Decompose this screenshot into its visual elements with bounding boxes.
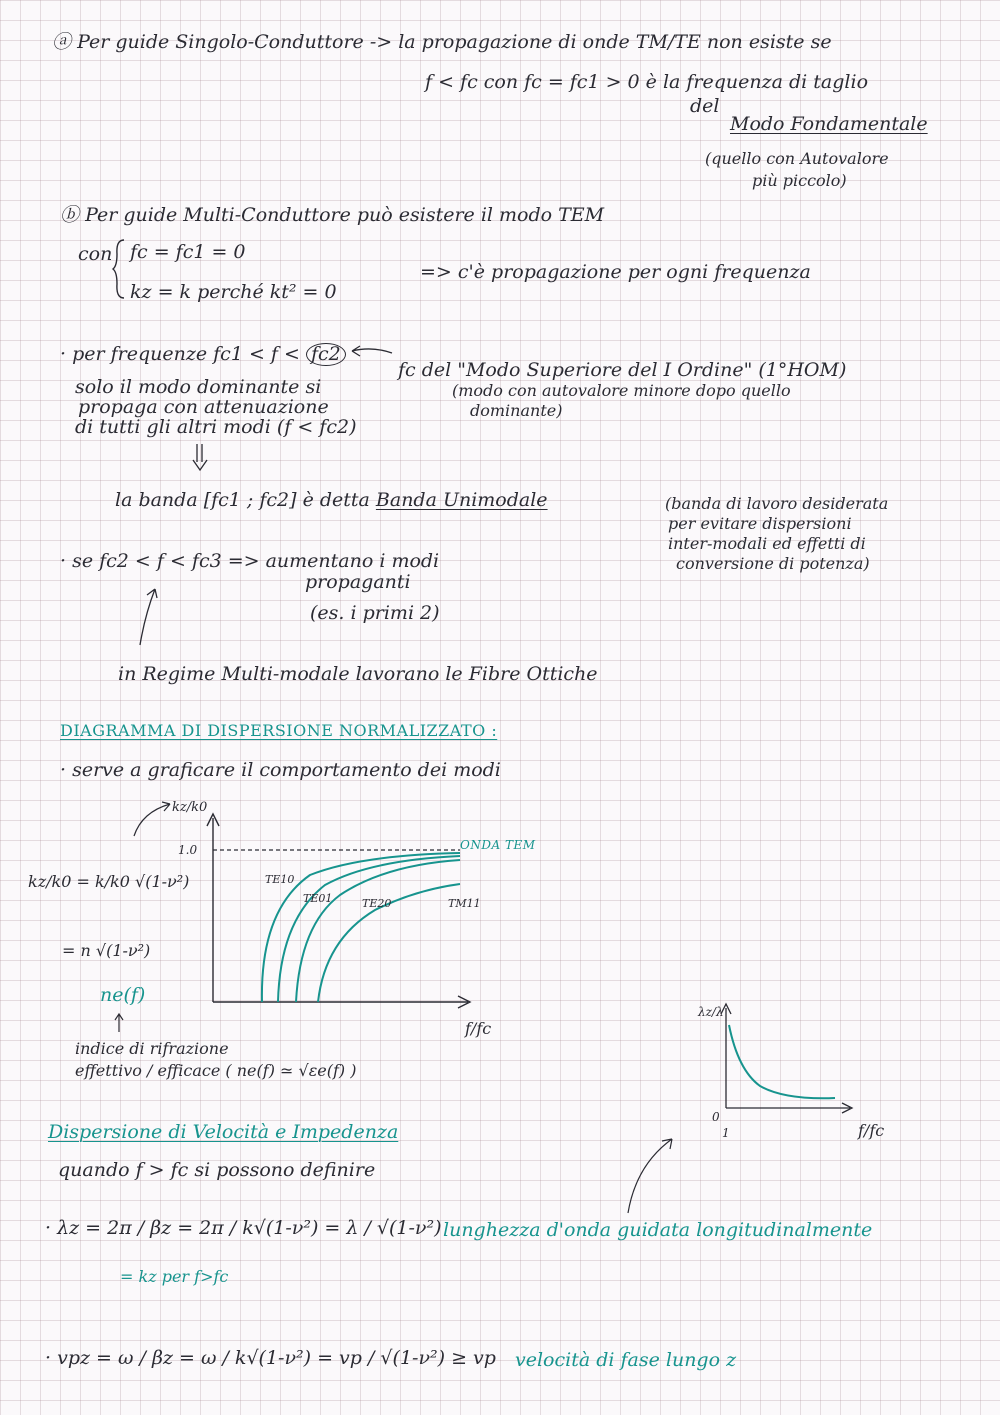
- fc2-circled: fc2: [306, 343, 346, 366]
- band-name: Banda Unimodale: [375, 489, 548, 511]
- diagram-y-label: kz/k0: [172, 800, 208, 815]
- velocity-lz: · λz = 2π / βz = 2π / k√(1-ν²) = λ / √(1-ν²): [45, 1217, 442, 1239]
- velocity-title: Dispersione di Velocità e Impedenza: [48, 1121, 399, 1143]
- freq-bullet2c: (es. i primi 2): [310, 602, 440, 624]
- diagram-x-label: f/fc: [465, 1019, 492, 1038]
- lambda-curve: [729, 1025, 835, 1098]
- section-a-marker: ⓐ: [52, 31, 72, 53]
- freq-bullet2b: propaganti: [305, 571, 411, 593]
- velocity-vp: · vpz = ω / βz = ω / k√(1-ν²) = vp / √(1-ν²) ≥ vp: [45, 1347, 496, 1369]
- arrow-left-icon: [348, 344, 393, 358]
- band-note4: conversione di potenza): [676, 554, 870, 573]
- lambda-one: 1: [722, 1126, 730, 1140]
- section-b-result: => c'è propagazione per ogni frequenza: [420, 261, 811, 283]
- curve-te20: [296, 860, 460, 1002]
- section-a-line5: (quello con Autovalore: [705, 149, 889, 168]
- freq-fiber: in Regime Multi-modale lavorano le Fibre Ottiche: [118, 663, 598, 685]
- band-note2: per evitare dispersioni: [668, 514, 852, 533]
- diagram-one-label: 1.0: [178, 843, 198, 857]
- freq-bullet2: · se fc2 < f < fc3 => aumentano i modi: [60, 550, 440, 572]
- section-b-cond2: kz = k perché kt² = 0: [130, 281, 337, 303]
- section-b-cond1: fc = fc1 = 0: [130, 241, 246, 263]
- diagram-title: DIAGRAMMA DI DISPERSIONE NORMALIZZATO :: [60, 721, 498, 740]
- section-b-text: Per guide Multi-Conduttore può esistere il modo TEM: [85, 204, 605, 226]
- section-a-line4: Modo Fondamentale: [730, 113, 928, 135]
- section-a-line1: [52, 32, 832, 53]
- section-a-line2: f < fc con fc = fc1 > 0 è la frequenza di taglio: [425, 71, 869, 93]
- implies-arrow-icon: [190, 442, 210, 472]
- diagram-serve: · serve a graficare il comportamento dei modi: [60, 759, 501, 781]
- pointer-arrow-icon: [622, 1135, 682, 1215]
- label-te01: TE01: [303, 892, 333, 905]
- diagram-tem-label: ONDA TEM: [460, 838, 536, 852]
- lambda-x-label: f/fc: [858, 1121, 885, 1140]
- section-b-con: con: [78, 243, 113, 265]
- freq-paren2: dominante): [470, 401, 563, 420]
- diagram-idx2: effettivo / efficace ( ne(f) ≃ √εe(f) ): [75, 1061, 357, 1080]
- label-tm11: TM11: [448, 897, 481, 910]
- arrow-curve-icon: [130, 798, 180, 838]
- section-b-line1: [60, 205, 604, 226]
- velocity-intro: quando f > fc si possono definire: [58, 1159, 376, 1181]
- velocity-lz-desc: lunghezza d'onda guidata longitudinalmente: [443, 1219, 873, 1241]
- diagram-eq1: kz/k0 = k/k0 √(1-ν²): [28, 872, 190, 891]
- freq-single1: solo il modo dominante si: [75, 376, 322, 398]
- freq-paren1: (modo con autovalore minore dopo quello: [452, 381, 791, 400]
- freq-arrow-note: fc del "Modo Superiore del I Ordine" (1°HOM): [398, 359, 847, 381]
- lambda-chart: [720, 1000, 870, 1130]
- section-a-text: Per guide Singolo-Conduttore -> la propagazione di onde TM/TE non esiste se: [77, 31, 832, 53]
- lambda-y-label: λz/λ: [698, 1005, 724, 1019]
- diagram-eq3: ne(f): [100, 984, 146, 1006]
- band-note3: inter-modali ed effetti di: [668, 534, 866, 553]
- freq-single2: propaga con attenuazione: [78, 396, 329, 418]
- velocity-lz-note: = kz per f>fc: [120, 1267, 229, 1286]
- band-note1: (banda di lavoro desiderata: [665, 494, 889, 513]
- section-a-line6: più piccolo): [752, 171, 847, 190]
- diagram-eq2: = n √(1-ν²): [62, 941, 151, 960]
- label-te20: TE20: [362, 897, 392, 910]
- freq-band-text: la banda [fc1 ; fc2] è detta: [115, 489, 370, 511]
- label-te10: TE10: [265, 873, 295, 886]
- arrow-up-icon: [135, 585, 165, 647]
- lambda-zero: 0: [712, 1110, 720, 1124]
- section-b-marker: ⓑ: [60, 204, 80, 226]
- freq-band: [115, 490, 548, 511]
- diagram-idx1: indice di rifrazione: [75, 1039, 229, 1058]
- brace-icon: [112, 238, 126, 300]
- velocity-vp-desc: velocità di fase lungo z: [515, 1349, 737, 1371]
- freq-bullet1-text: · per frequenze fc1 < f <: [60, 343, 300, 365]
- small-up-arrow-icon: [114, 1012, 124, 1034]
- freq-single3: di tutti gli altri modi (f < fc2): [75, 416, 357, 438]
- section-a-line3: del: [690, 95, 720, 117]
- freq-bullet1: [60, 343, 346, 366]
